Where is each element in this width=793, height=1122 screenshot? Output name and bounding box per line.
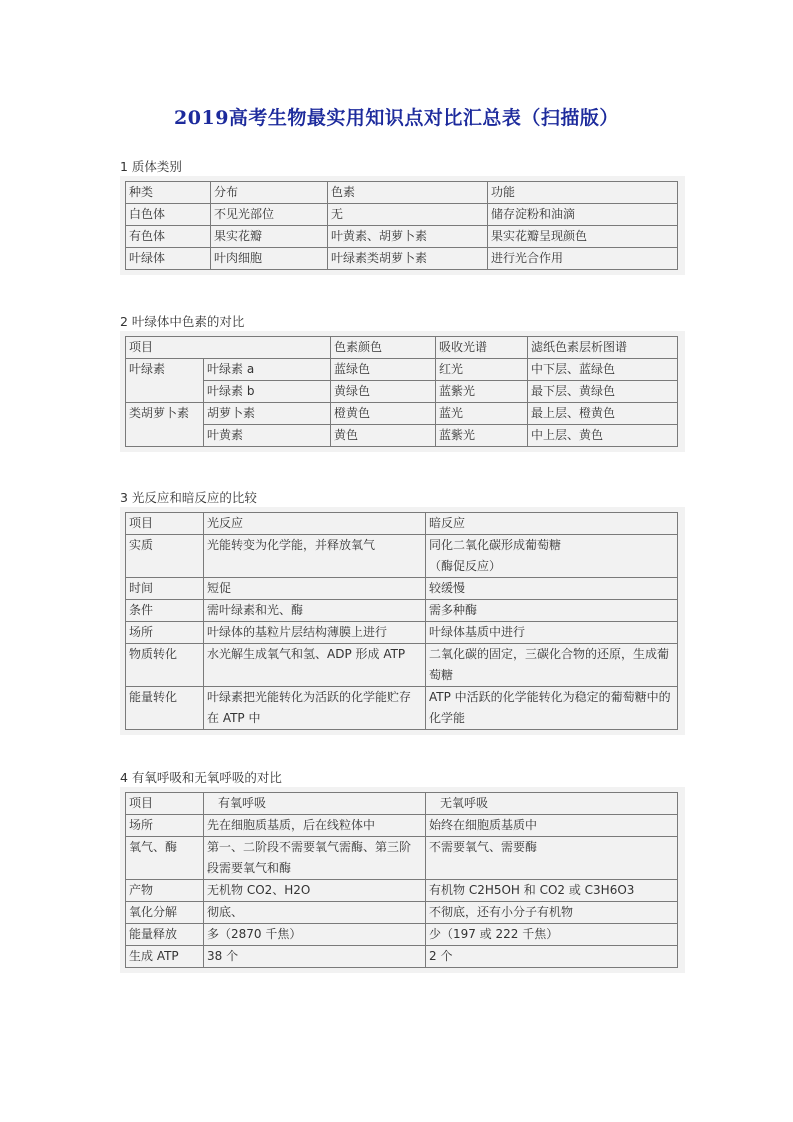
group-cell: 叶绿素 [126, 359, 204, 403]
table-cell: 叶黄素 [204, 425, 331, 447]
table-cell: 光反应 [204, 513, 426, 535]
table-cell: 蓝紫光 [436, 425, 528, 447]
table-cell: 二氧化碳的固定，三碳化合物的还原，生成葡萄糖 [426, 644, 678, 687]
table-row [126, 600, 678, 622]
section-plastid-types [120, 158, 685, 275]
table-cell: 叶肉细胞 [211, 248, 328, 270]
pigment-table [125, 336, 678, 447]
table-cell: 中下层、蓝绿色 [528, 359, 678, 381]
table-row [126, 425, 678, 447]
table-row [126, 226, 678, 248]
table-cell: 第一、二阶段不需要氧气需酶、第三阶段需要氧气和酶 [204, 837, 426, 880]
section-title: 2 叶绿体中色素的对比 [120, 314, 245, 329]
table-cell: 叶绿素把光能转化为活跃的化学能贮存在 ATP 中 [204, 687, 426, 730]
table-row [126, 359, 678, 381]
table-cell: 黄色 [331, 425, 436, 447]
table-cell: 38 个 [204, 946, 426, 968]
table-cell: 先在细胞质基质，后在线粒体中 [204, 815, 426, 837]
table-cell: 叶绿体 [126, 248, 211, 270]
table-cell: 项目 [126, 337, 331, 359]
table-cell: 实质 [126, 535, 204, 578]
table-row [126, 815, 678, 837]
table-row [126, 578, 678, 600]
table-cell: 叶绿素 a [204, 359, 331, 381]
table-row [126, 946, 678, 968]
table-cell: 进行光合作用 [488, 248, 678, 270]
table-row [126, 337, 678, 359]
table-cell: 中上层、黄色 [528, 425, 678, 447]
table-cell: 最上层、橙黄色 [528, 403, 678, 425]
table-cell: 叶绿素 b [204, 381, 331, 403]
table-cell: 蓝绿色 [331, 359, 436, 381]
table-row [126, 403, 678, 425]
table-cell: 滤纸色素层析图谱 [528, 337, 678, 359]
table-cell: 多（2870 千焦） [204, 924, 426, 946]
table-cell: 叶黄素、胡萝卜素 [328, 226, 488, 248]
table-cell: 分布 [211, 182, 328, 204]
table-cell: 少（197 或 222 千焦） [426, 924, 678, 946]
table-cell: 功能 [488, 182, 678, 204]
table-cell: 暗反应 [426, 513, 678, 535]
table-cell: 胡萝卜素 [204, 403, 331, 425]
section-title: 1 质体类别 [120, 159, 182, 174]
table-cell: ATP 中活跃的化学能转化为稳定的葡萄糖中的化学能 [426, 687, 678, 730]
table-cell: 能量释放 [126, 924, 204, 946]
table-row [126, 837, 678, 880]
table-row [126, 924, 678, 946]
table-cell: 短促 [204, 578, 426, 600]
table-row [126, 687, 678, 730]
table-cell: 能量转化 [126, 687, 204, 730]
table-cell: 无氧呼吸 [426, 793, 678, 815]
table-cell: 黄绿色 [331, 381, 436, 403]
table-cell: 叶绿体的基粒片层结构薄膜上进行 [204, 622, 426, 644]
table-cell: 较缓慢 [426, 578, 678, 600]
section-title: 3 光反应和暗反应的比较 [120, 490, 257, 505]
table-cell: 最下层、黄绿色 [528, 381, 678, 403]
table-cell: 果实花瓣呈现颜色 [488, 226, 678, 248]
table-cell: 种类 [126, 182, 211, 204]
section-chloroplast-pigments [120, 313, 685, 452]
table-row [126, 644, 678, 687]
table-cell: 不彻底，还有小分子有机物 [426, 902, 678, 924]
table-cell: 有氧呼吸 [204, 793, 426, 815]
table-cell: 氧化分解 [126, 902, 204, 924]
table-cell: 氧气、酶 [126, 837, 204, 880]
table-cell: 项目 [126, 793, 204, 815]
table-row [126, 622, 678, 644]
table-cell: 储存淀粉和油滴 [488, 204, 678, 226]
table-cell: 水光解生成氧气和氢、ADP 形成 ATP [204, 644, 426, 687]
group-cell: 类胡萝卜素 [126, 403, 204, 447]
table-cell: 无机物 CO2、H2O [204, 880, 426, 902]
table-cell: 不见光部位 [211, 204, 328, 226]
table-cell: 光能转变为化学能，并释放氧气 [204, 535, 426, 578]
table-cell: 蓝紫光 [436, 381, 528, 403]
table-cell: 需叶绿素和光、酶 [204, 600, 426, 622]
table-cell: 2 个 [426, 946, 678, 968]
table-cell: 场所 [126, 622, 204, 644]
respiration-table [125, 792, 678, 968]
table-row [126, 182, 678, 204]
table-row [126, 248, 678, 270]
section-respiration [120, 769, 685, 973]
table-row [126, 381, 678, 403]
table-cell: 同化二氧化碳形成葡萄糖 （酶促反应） [426, 535, 678, 578]
table-cell: 不需要氧气、需要酶 [426, 837, 678, 880]
table-cell: 物质转化 [126, 644, 204, 687]
table-cell: 时间 [126, 578, 204, 600]
table-cell: 蓝光 [436, 403, 528, 425]
table-cell: 白色体 [126, 204, 211, 226]
table-cell: 始终在细胞质基质中 [426, 815, 678, 837]
table-row [126, 793, 678, 815]
table-cell: 产物 [126, 880, 204, 902]
section-light-dark-reactions [120, 489, 685, 735]
table-cell: 色素 [328, 182, 488, 204]
table-cell: 有色体 [126, 226, 211, 248]
table-row [126, 513, 678, 535]
section-title: 4 有氧呼吸和无氧呼吸的对比 [120, 770, 282, 785]
table-row [126, 204, 678, 226]
table-cell: 果实花瓣 [211, 226, 328, 248]
table-cell: 项目 [126, 513, 204, 535]
table-row [126, 535, 678, 578]
table-cell: 无 [328, 204, 488, 226]
table-cell: 叶绿素类胡萝卜素 [328, 248, 488, 270]
page-title: 2019高考生物最实用知识点对比汇总表（扫描版） [174, 107, 619, 129]
reaction-table [125, 512, 678, 730]
table-cell: 条件 [126, 600, 204, 622]
table-cell: 场所 [126, 815, 204, 837]
table-cell: 叶绿体基质中进行 [426, 622, 678, 644]
table-cell: 有机物 C2H5OH 和 CO2 或 C3H6O3 [426, 880, 678, 902]
table-cell: 吸收光谱 [436, 337, 528, 359]
table-cell: 色素颜色 [331, 337, 436, 359]
table-cell: 彻底、 [204, 902, 426, 924]
table-row [126, 880, 678, 902]
plastid-table [125, 181, 678, 270]
table-row [126, 902, 678, 924]
table-cell: 红光 [436, 359, 528, 381]
table-cell: 生成 ATP [126, 946, 204, 968]
table-cell: 需多种酶 [426, 600, 678, 622]
table-cell: 橙黄色 [331, 403, 436, 425]
